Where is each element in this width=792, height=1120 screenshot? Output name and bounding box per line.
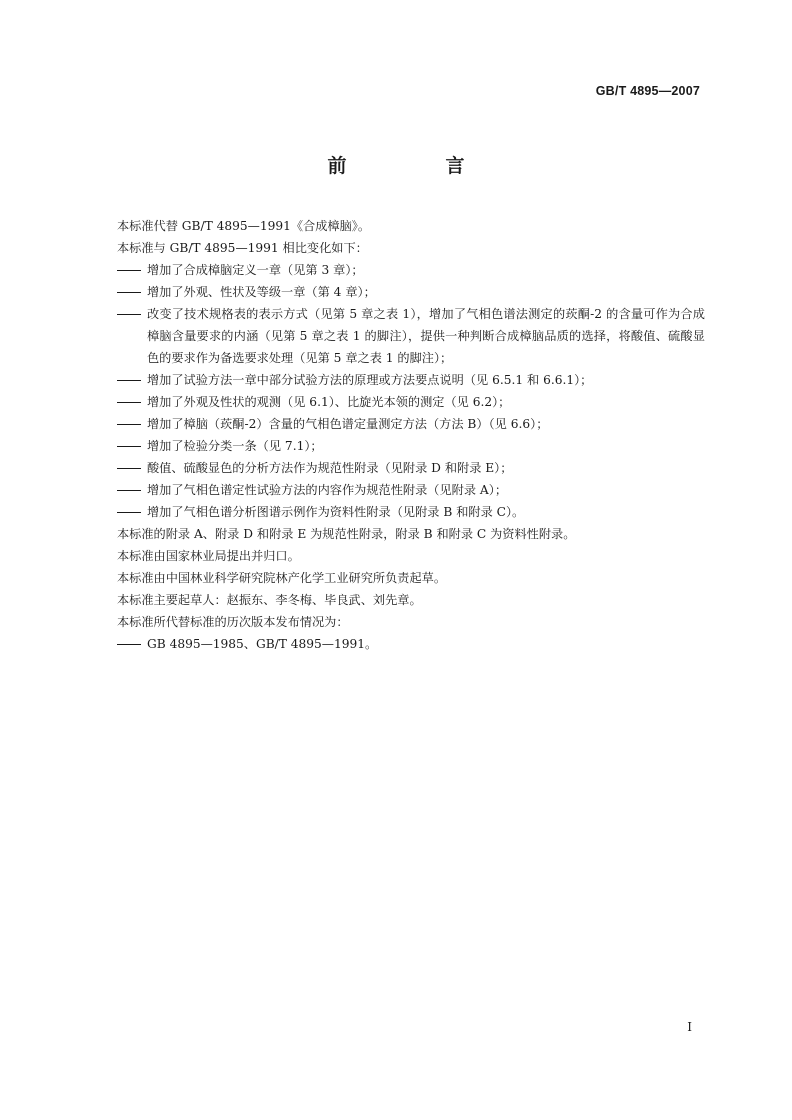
page-number: I xyxy=(687,1020,692,1034)
closing-paragraph: 本标准主要起草人：赵振东、李冬梅、毕良武、刘先章。 xyxy=(117,593,422,607)
change-item-text: 增加了试验方法一章中部分试验方法的原理或方法要点说明（见 6.5.1 和 6.6.1）； xyxy=(147,373,593,387)
em-dash-marker xyxy=(117,479,147,501)
closing-paragraph: 本标准由中国林业科学研究院林产化学工业研究所负责起草。 xyxy=(117,571,447,585)
em-dash-marker xyxy=(117,259,147,281)
change-item-text: 增加了外观及性状的观测（见 6.1）、比旋光本领的测定（见 6.2）； xyxy=(147,395,511,409)
history-list-item xyxy=(117,633,705,655)
change-list-item xyxy=(117,391,705,413)
change-item-text: 酸值、硫酸显色的分析方法作为规范性附录（见附录 D 和附录 E）； xyxy=(147,461,513,475)
change-item-text: 增加了气相色谱定性试验方法的内容作为规范性附录（见附录 A）； xyxy=(147,483,508,497)
em-dash-marker xyxy=(117,501,147,523)
closing-paragraph: 本标准的附录 A、附录 D 和附录 E 为规范性附录，附录 B 和附录 C 为资料性附录。 xyxy=(117,527,576,541)
change-item-text: 改变了技术规格表的表示方式（见第 5 章之表 1），增加了气相色谱法测定的莰酮-2 的含量可作为合成樟脑含量要求的内涵（见第 5 章之表 1 的脚注），提供一种判断合成樟脑品质的选择，将酸值、硫酸显色的要求作为备选要求处理（见第 5 章之表 1 的脚注）； xyxy=(147,307,705,365)
em-dash-marker xyxy=(117,303,147,325)
em-dash-marker xyxy=(117,435,147,457)
em-dash-marker xyxy=(117,633,147,655)
change-list-item xyxy=(117,369,705,391)
change-list-item xyxy=(117,259,705,281)
change-list-item xyxy=(117,479,705,501)
change-list-item xyxy=(117,457,705,479)
closing-paragraph: 本标准由国家林业局提出并归口。 xyxy=(117,549,300,563)
standard-number-header: GB/T 4895—2007 xyxy=(595,84,700,98)
change-item-text: 增加了合成樟脑定义一章（见第 3 章）； xyxy=(147,263,364,277)
change-list-item xyxy=(117,281,705,303)
change-item-text: 增加了检验分类一条（见 7.1）； xyxy=(147,439,323,453)
em-dash-marker xyxy=(117,457,147,479)
change-item-text: 增加了樟脑（莰酮-2）含量的气相色谱定量测定方法（方法 B）（见 6.6）； xyxy=(147,417,549,431)
history-item-text: GB 4895—1985、GB/T 4895—1991。 xyxy=(147,637,378,651)
change-list-item xyxy=(117,413,705,435)
intro-paragraph: 本标准与 GB/T 4895—1991 相比变化如下： xyxy=(117,241,368,255)
change-list-item xyxy=(117,501,705,523)
change-item-text: 增加了外观、性状及等级一章（第 4 章）； xyxy=(147,285,376,299)
em-dash-marker xyxy=(117,369,147,391)
intro-paragraph: 本标准代替 GB/T 4895—1991《合成樟脑》。 xyxy=(117,219,371,233)
em-dash-marker xyxy=(117,413,147,435)
em-dash-marker xyxy=(117,391,147,413)
page-title: 前 言 xyxy=(327,155,505,177)
em-dash-marker xyxy=(117,281,147,303)
foreword-body xyxy=(117,215,705,655)
closing-paragraph: 本标准所代替标准的历次版本发布情况为： xyxy=(117,615,349,629)
change-list-item xyxy=(117,303,705,369)
change-item-text: 增加了气相色谱分析图谱示例作为资料性附录（见附录 B 和附录 C）。 xyxy=(147,505,525,519)
change-list-item xyxy=(117,435,705,457)
